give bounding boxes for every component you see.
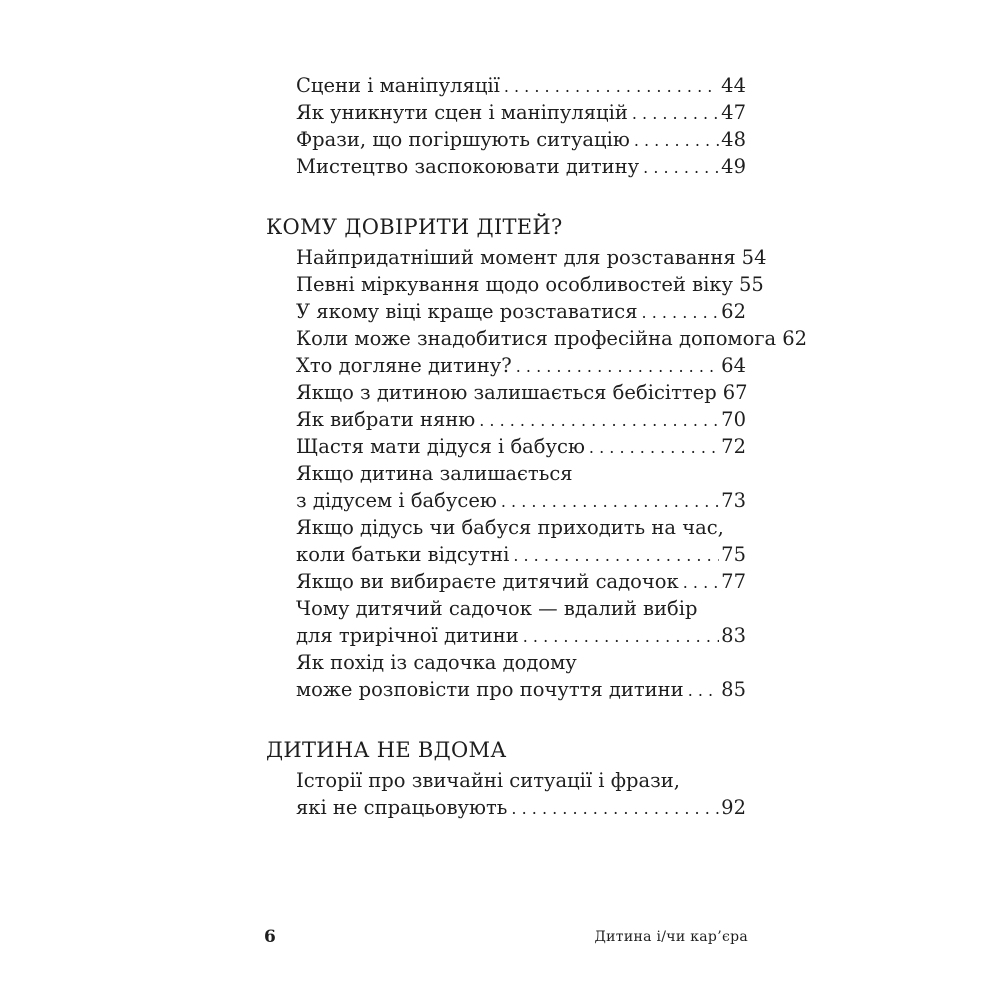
toc-entry[interactable] [296,514,746,568]
dot-leader [585,434,719,461]
dot-leader [639,154,719,181]
toc-entry-page-number: 62 [721,300,746,323]
toc-entry-line [296,153,746,180]
toc-entry-page-number: 70 [721,408,746,431]
dot-leader [475,407,719,434]
toc-entry-line [296,794,746,821]
toc-entry-page-number: 62 [782,327,808,350]
toc-entry[interactable] [296,595,746,649]
toc-entry[interactable] [296,352,746,379]
toc-entry-title: Історії про звичайні ситуації і фрази, [296,769,680,792]
toc-entry[interactable] [296,649,746,703]
section-heading: ДИТИНА НЕ ВДОМА [266,738,507,762]
toc-entry-line [296,649,746,676]
toc-entry[interactable] [296,271,764,298]
toc-entry[interactable] [296,325,808,352]
toc-entry-page-number: 77 [721,570,746,593]
toc-entry-line [296,271,764,298]
toc-entry-title: Як уникнути сцен і маніпуляцій [296,101,628,124]
toc-entry[interactable] [296,433,746,460]
toc-entry-title: Якщо з дитиною залишається бебісіттер [296,381,717,404]
toc-entry-line [296,72,746,99]
toc-entry-line [296,622,746,649]
toc-section [266,733,746,821]
toc-entry-title: Якщо ви вибираєте дитячий садочок [296,570,679,593]
toc-entry-title: Сцени і маніпуляції [296,74,500,97]
toc-entry-title: може розповісти про почуття дитини [296,678,684,701]
dot-leader [638,299,720,326]
toc-entry-line [296,595,746,622]
toc-entry-line [296,244,767,271]
toc-entry-page-number: 55 [738,273,764,296]
toc-entry-page-number: 75 [721,543,746,566]
toc-entry-title: Якщо дідусь чи бабуся приходить на час, [296,516,724,539]
toc-entry-line [296,514,746,541]
toc-entry[interactable] [296,126,746,153]
dot-leader [497,488,719,515]
toc-entry-page-number: 85 [721,678,746,701]
toc-entry[interactable] [296,99,746,126]
toc-entry-page-number: 73 [721,489,746,512]
toc-entry-line [296,379,746,406]
toc-entry[interactable] [296,72,746,99]
toc-entry-page-number: 67 [722,381,748,404]
toc-entry-title: Як похід із садочка додому [296,651,577,674]
toc-entry-page-number: 54 [741,246,767,269]
toc-entry-title: з дідусем і бабусею [296,489,497,512]
toc-entry-page-number: 64 [721,354,746,377]
dot-leader [519,623,719,650]
dot-leader [507,795,719,822]
toc-entry-line [296,460,746,487]
toc-entry[interactable] [296,767,746,821]
toc-entry-title: Щастя мати дідуся і бабусю [296,435,585,458]
toc-entry-title: Мистецтво заспокоювати дитину [296,155,640,178]
toc-entry-title: У якому віці краще розставатися [296,300,638,323]
toc-entry-page-number: 83 [721,624,746,647]
toc-entry-title: Якщо дитина залишається [296,462,573,485]
toc-entry-line [296,99,746,126]
toc-entry-line [296,126,746,153]
toc-entry-title: Певні міркування щодо особливостей віку [296,273,733,296]
dot-leader [512,353,719,380]
toc-entry-title: коли батьки відсутні [296,543,510,566]
toc-entry-title: Найпридатніший момент для розставання [296,246,736,269]
toc-entry-page-number: 47 [721,101,746,124]
dot-leader [684,677,719,704]
toc-entry-title: Фрази, що погіршують ситуацію [296,128,630,151]
dot-leader [500,73,719,100]
toc-entry-line [296,676,746,703]
dot-leader [628,100,719,127]
toc-entry[interactable] [296,568,746,595]
toc-entry-line [296,767,746,794]
toc-section [266,72,746,180]
toc-entry-line [296,325,808,352]
toc-section [266,210,808,703]
footer-page-number: 6 [264,927,276,947]
toc-entry-page-number: 48 [721,128,746,151]
toc-entry-page-number: 44 [721,74,746,97]
section-heading: КОМУ ДОВІРИТИ ДІТЕЙ? [266,215,563,239]
toc-entry[interactable] [296,406,746,433]
table-of-contents [266,72,808,851]
toc-entry[interactable] [296,298,746,325]
toc-entry[interactable] [296,460,746,514]
toc-entry-title: для трирічної дитини [296,624,519,647]
toc-entry-title: які не спрацьовують [296,796,508,819]
toc-entry-page-number: 72 [721,435,746,458]
toc-entry-line [296,433,746,460]
footer-book-title: Дитина і/чи кар’єра [594,929,748,945]
toc-entry-title: Як вибрати няню [296,408,476,431]
toc-entry-line [296,541,746,568]
toc-entry[interactable] [296,153,746,180]
toc-entry-line [296,298,746,325]
toc-entry-page-number: 49 [721,155,746,178]
toc-entry-title: Коли може знадобитися професійна допомога [296,327,777,350]
toc-entry-line [296,352,746,379]
toc-entry-line [296,568,746,595]
dot-leader [630,127,719,154]
toc-entry-line [296,406,746,433]
toc-entry-title: Хто догляне дитину? [296,354,512,377]
toc-entry-page-number: 92 [721,796,746,819]
toc-entry[interactable] [296,244,767,271]
toc-entry-line [296,487,746,514]
dot-leader [509,542,719,569]
toc-entry[interactable] [296,379,746,406]
dot-leader [679,569,719,596]
toc-entry-title: Чому дитячий садочок — вдалий вибір [296,597,698,620]
